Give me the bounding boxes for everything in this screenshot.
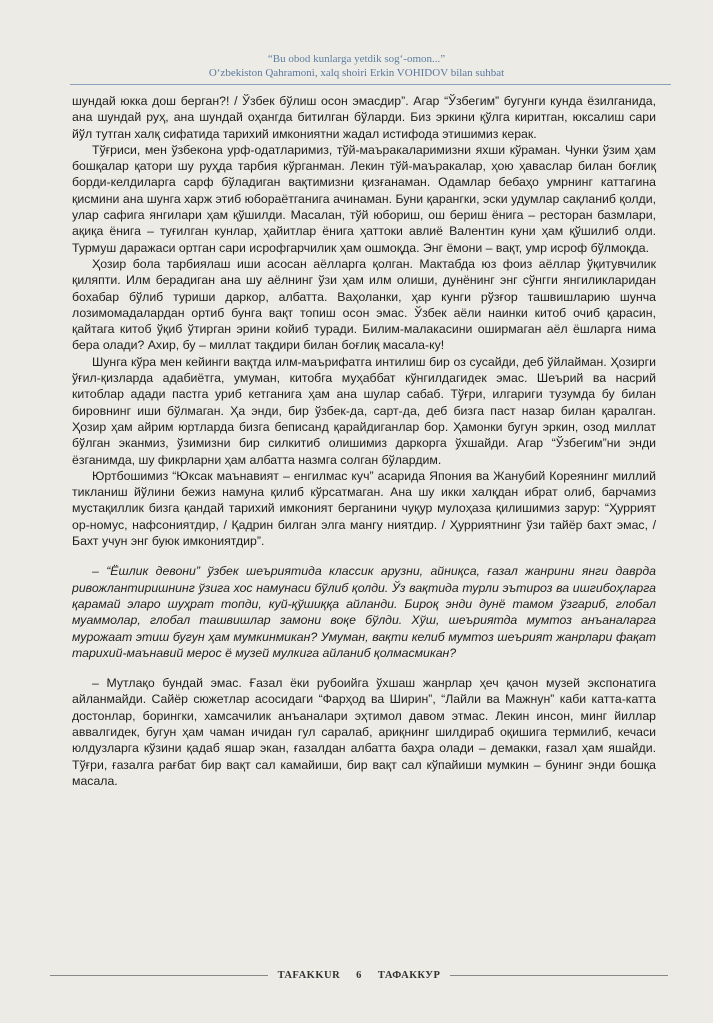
article-body — [72, 93, 656, 789]
interview-question: – “Ёшлик девони” ўзбек шеъриятида классик арузни, айниқса, ғазал жанрини янги даврда ривожлантиришнинг ўзига хос намунаси бўлиб қолди. Ўз вақтида турли эътироз ва ишгибоҳларга қарамай элаpo шуҳрат топди, куй-қўшиққа айланди. Бироқ энди дунё тамом ўзгариб, глобал муаммолар, глобал ташвишлар замони воқе бўлди. Хўш, шеъриятда мумтоз анъаналарга мурожаат этиш бугун ҳам мумкинмикан? Умуман, вақти келиб мумтоз шеърият жанрлари фақат тарихий-маънавий мерос ё музей мулкига айланиб қолмасмикан? — [72, 564, 656, 660]
paragraph: Юртбошимиз “Юксак маънавият – енгилмас куч” асарида Япония ва Жанубий Кореянинг миллий тикланиш йўлини бежиз намуна қилиб кўрсатмаган. Ана шу икки халқдан ибрат олиб, барчамиз мустақиллик бизга қандай тарихий имконият берганини чуқур мулоҳаза қилишимиз зарур: “Ҳуррият ор-номус, нафсониятдир, / Қадрин билган элга мангу ниятдир. / Ҳурриятнинг ўзи тайёр бахт эмас, / Бахт учун энг буюк имкониятдир”. — [72, 468, 656, 549]
paragraph: шундай юкка дош берган?! / Ўзбек бўлиш осон эмасдир”. Агар “Ўзбегим” бугунги кунда ёзилганида, ана шундай руҳ, ана шундай оҳангда битилган бўларди. Биз эркини қўлга киритган, юксалиш сари йўл тутган халқ сифатида тарихий имкониятни жадал истифода этишимиз керак. — [72, 94, 656, 141]
paragraph: Шунга кўра мен кейинги вақтда илм-маърифатга интилиш бир оз сусайди, деб ўйлайман. Ҳозирги ўғил-қизларда адабиётга, умуман, китобга муҳаббат кўнгилдагидек эмас. Шеърий ва насрий китоблар адади пастга уриб кетганига ҳам ана шулар сабаб. Тўғри, илгариги тузумда бу билан бировнинг иши бўлмаган. Ҳа энди, бир ўзбек-да, сарт-да, деб бизга паст назар билан қаралган. Ҳозир ҳам айрим юртларда бизга беписанд қарайдиганлар бор. Ҳамонки бугун эркин, озод миллат бўлган эканмиз, ўзимизни бир силкитиб олишимиз даркорга ўхшайди. Агар “Ўзбегим”ни энди ёзганимда, шу фикрларни ҳам албатта назмга солган бўлардим. — [72, 354, 656, 467]
page-number: 6 — [356, 970, 362, 981]
footer-rule-left — [50, 975, 268, 976]
footer-journal-latin: TAFAKKUR — [277, 970, 341, 981]
page-footer — [50, 970, 668, 981]
interview-answer: – Мутлақо бундай эмас. Ғазал ёки рубоийга ўхшаш жанрлар ҳеч қачон музей экспонатига айланмайди. Сайёр сюжетлар асосидаги “Фарҳод ва Ширин”, “Лайли ва Мажнун” каби катта-катта достонлар, борингки, хамсачилик анъаналари эҳтимол давом этмас. Лекин инсон, минг йиллар аввалгидек, бугун ҳам чаман ичидан гул саралаб, ариқнинг шилдираб оқишига термилиб, кечаси юлдузларга кўзини қадаб яшар экан, ғазалдан албатта баҳра олади – демакки, ғазал ҳам яшайди. Тўғри, ғазалга рағбат бир вақт сал камайиши, бир вақт сал кўпайиши мумкин – бунинг энди бошқа масала. — [72, 676, 656, 788]
footer-rule-right — [450, 975, 668, 976]
paragraph: Ҳозир бола тарбиялаш иши асосан аёлларга қолган. Мактабда юз фоиз аёллар ўқитувчилик қиляпти. Илм берадиган ана шу аёлнинг ўзи ҳам илм олиши, дунёнинг энг сўнгги янгиликларидан бохабар бўлиб туриши даркор, албатта. Ваҳоланки, ҳар кунги рўзғор ташвишларию шунча лозимомадалардан ортиб бунга вақт топиш осон эмас. Ўзбек аёли наинки китоб очиб қарасин, қайтага китоб ўқиб ўтирган эрини койиб туради. Билим-малакасини оширмаган аёл ёшларга нима бера олади? Ахир, бу – миллат тақдири билан боғлиқ масала-ку! — [72, 256, 656, 353]
footer-journal-cyrillic: ТАФАККУР — [377, 970, 441, 981]
header-rule — [70, 84, 671, 85]
paragraph: Тўғриси, мен ўзбекона урф-одатларимиз, тўй-маъракаларимизни яхши кўраман. Чунки ўзим ҳам бошқалар қатори шу руҳда тарбия кўрганман. Лекин тўй-маъракалар, ҳою ҳавaслар билан боғлиқ борди-келдиларга сарф бўладиган вақтимизни қизғанаман. Одамлар бебаҳо умрнинг каттагина қисмини ана шунга харж этиб юбораётганига ачинаман. Буни қарангки, эски удумлар сақланиб қолди, улар сафига янгилари ҳам қўшилди. Масалан, тўй юбориш, ош бериш ёнига – ресторан базмлари, ақиқа ёнига – туғилган кунлар, ҳайитлар ёнига ҳаттоки авлиё Валентин куни ҳам қўшилиб олди. Турмуш даражаси ортган сари исрофгарчилик ҳам ошмоқда. Энг ёмони – вақт, умр исроф бўлмоқда. — [72, 142, 656, 255]
running-header-subtitle: O‘zbekiston Qahramoni, xalq shoiri Erkin VOHIDOV bilan suhbat — [208, 67, 505, 79]
running-header — [0, 52, 713, 80]
running-header-title: “Bu obod kunlarga yetdik sog‘-omon...” — [267, 53, 446, 65]
